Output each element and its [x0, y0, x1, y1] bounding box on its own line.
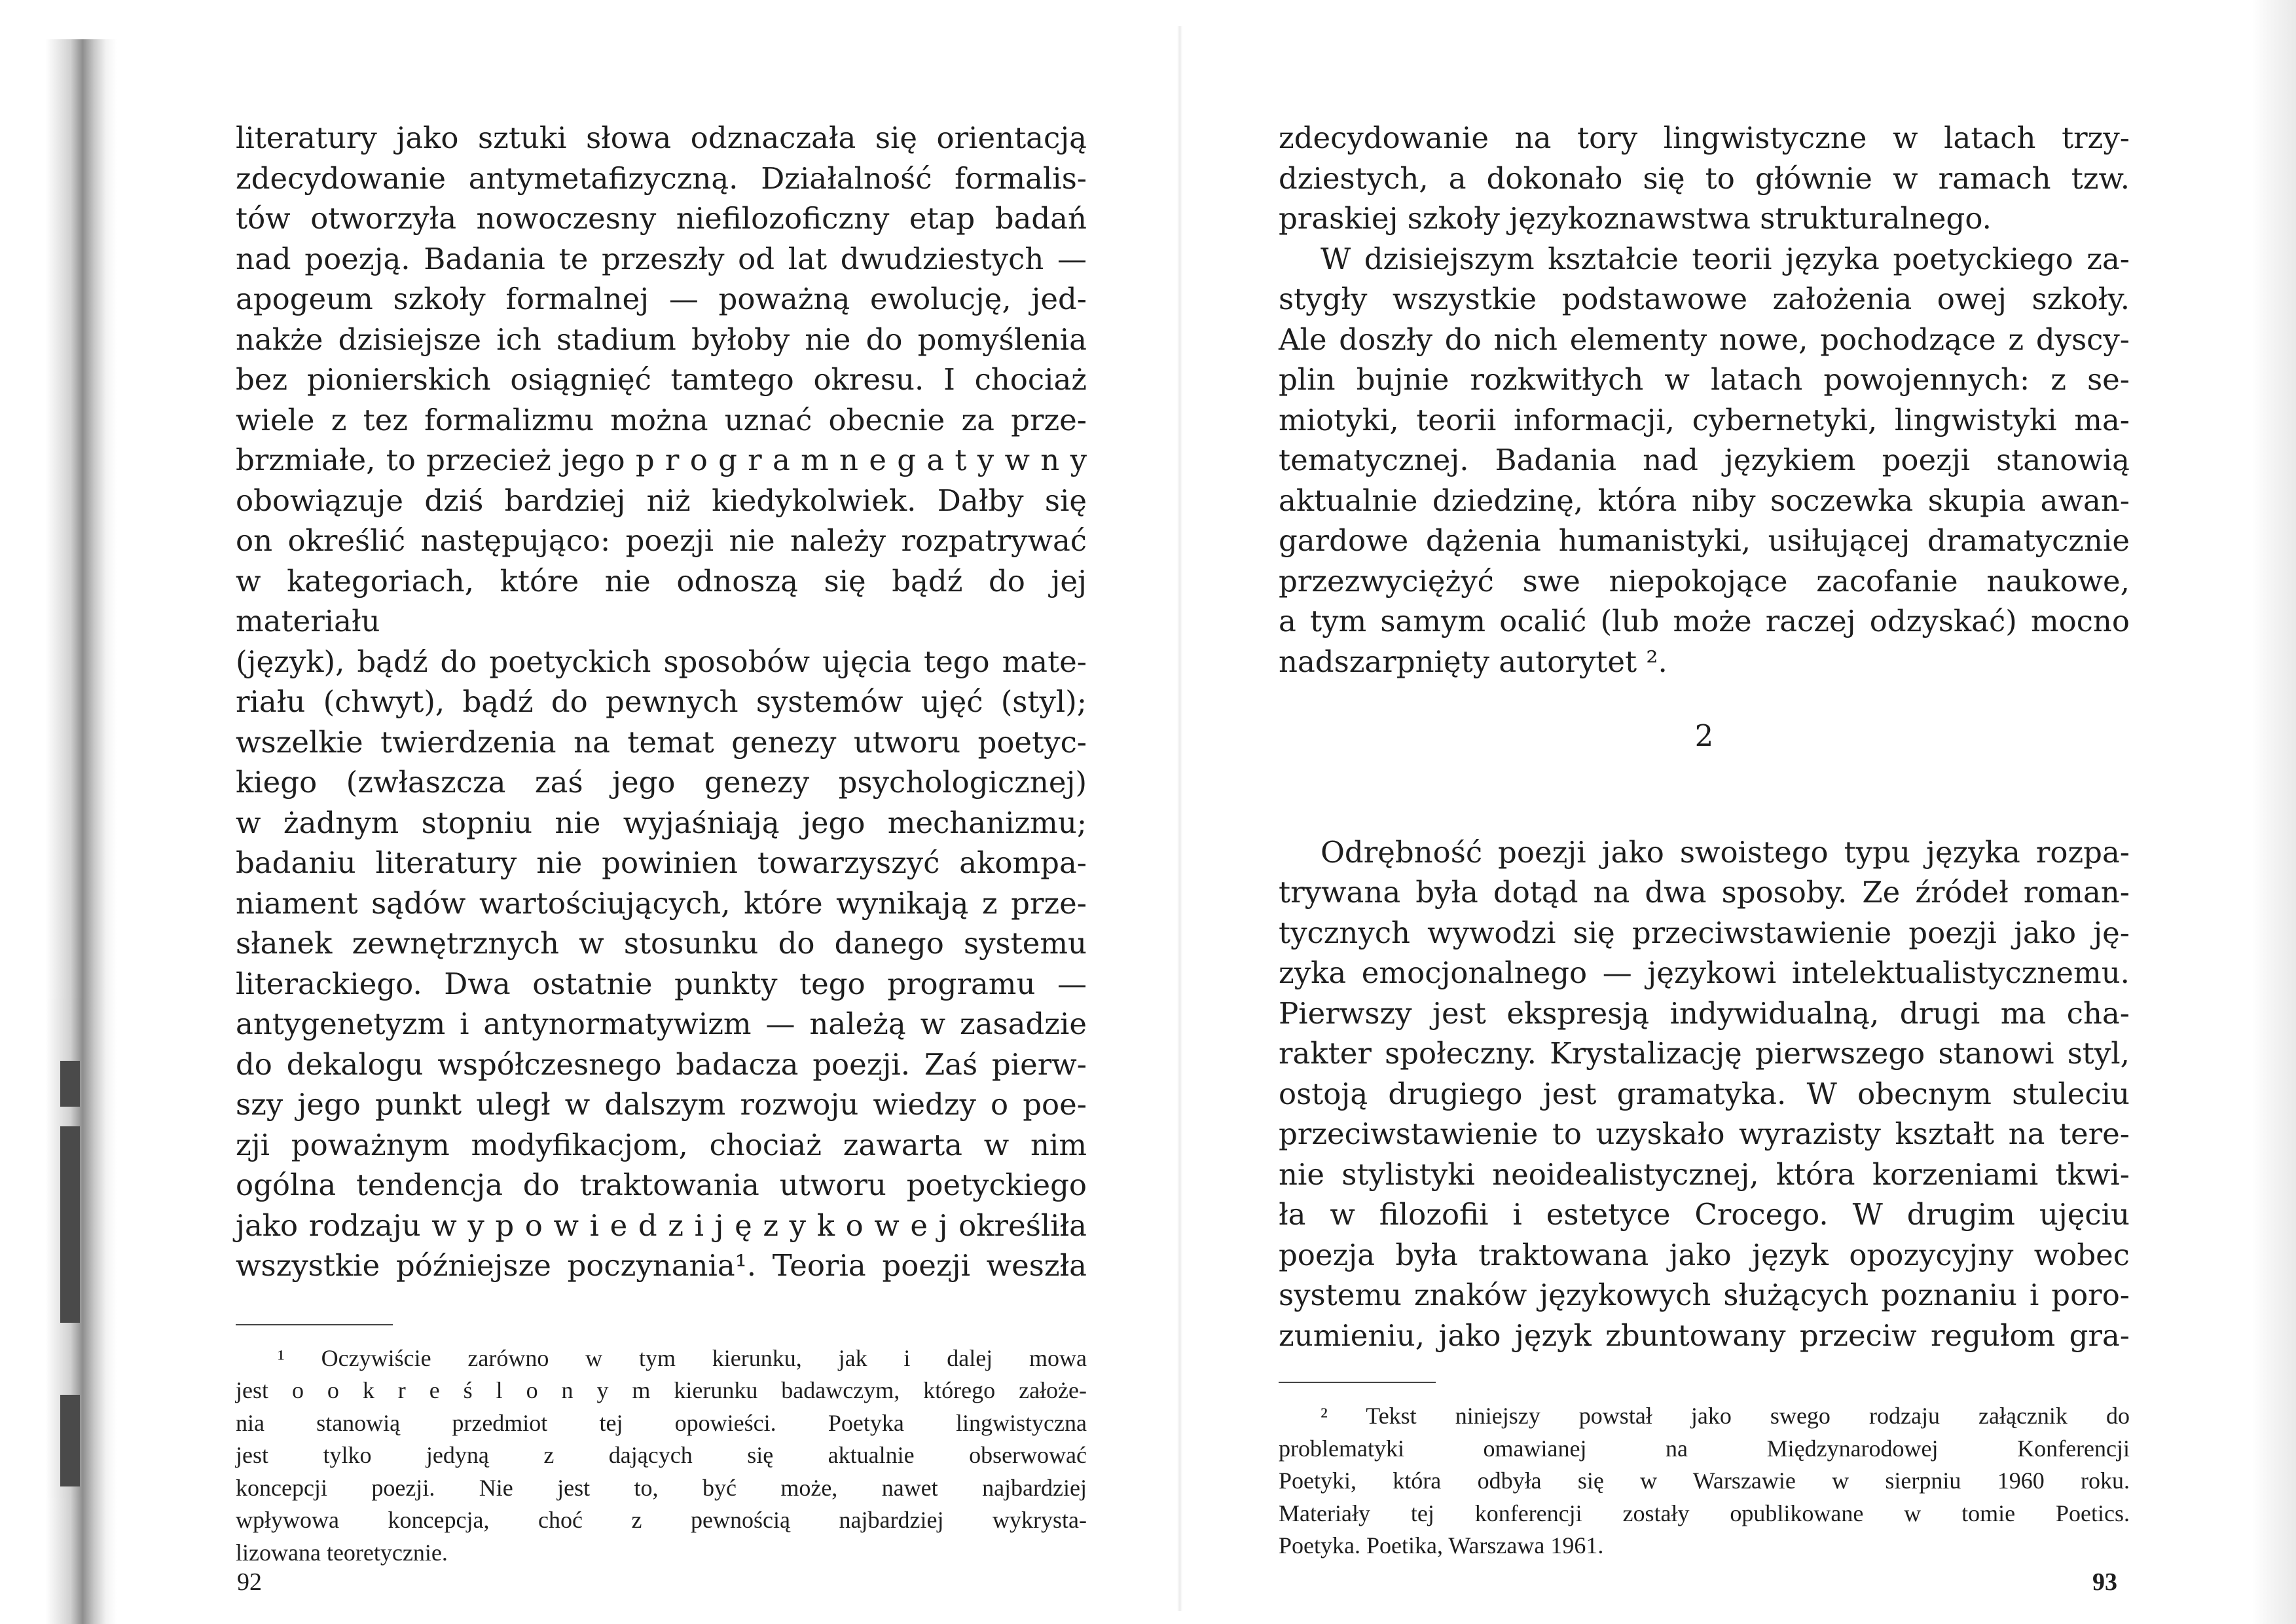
body-line: W dzisiejszym kształcie teorii języka poetyckiego za- [1321, 241, 2130, 276]
footnote-line: ² Tekst niniejszy powstał jako swego rodzaju załącznik do [1321, 1403, 2130, 1429]
body-line: badaniu literatury nie powinien towarzyszyć akompa- [236, 845, 1087, 880]
paragraph-2 [1279, 239, 2130, 682]
paragraph-1 [1279, 118, 2130, 239]
body-line: Pierwszy jest ekspresją indywidualną, drugi ma cha- [1279, 995, 2130, 1031]
body-line: (język), bądź do poetyckich sposobów ujęcia tego mate- [236, 644, 1087, 679]
body-line: jako rodzaju w y p o w i e d z i j ę z y k o w e j określiła [236, 1208, 1087, 1243]
body-line: nakże dzisiejsze ich stadium byłoby nie do pomyślenia [236, 322, 1087, 357]
footnote-line: ¹ Oczywiście zarówno w tym kierunku, jak i dalej mowa [278, 1344, 1087, 1371]
body-line: tów otworzyła nowoczesny niefilozoficzny etap badań [236, 201, 1087, 236]
right-page-footnote [1279, 1400, 2130, 1562]
body-line: w kategoriach, które nie odnoszą się bądź do jej materiału [236, 563, 1087, 638]
body-line: nadszarpnięty autorytet ². [1279, 644, 1667, 679]
body-line: ła w filozofii i estetyce Crocego. W drugim ujęciu [1279, 1197, 2130, 1232]
body-line: zji poważnym modyfikacjom, chociaż zawarta w nim [236, 1127, 1087, 1162]
body-line: niament sądów wartościujących, które wynikają z prze- [236, 885, 1087, 921]
body-line: Odrębność poezji jako swoistego typu języka rozpa- [1321, 834, 2130, 870]
body-line: Ale doszły do nich elementy nowe, pochodzące z dyscy- [1279, 322, 2130, 357]
body-line: brzmiałe, to przecież jego p r o g r a m n e g a t y w n y [236, 443, 1087, 477]
body-line: systemu znaków językowych służących poznaniu i poro- [1279, 1278, 2130, 1312]
body-line: obowiązuje dziś bardziej niż kiedykolwiek. Dałby się [236, 483, 1087, 518]
body-line: zyka emocjonalnego — językowi intelektualistycznemu. [1279, 955, 2130, 990]
body-line: w żadnym stopniu nie wyjaśniają jego mechanizmu; [236, 805, 1087, 840]
left-page-body [236, 118, 1087, 1286]
page-edge-right [2252, 0, 2296, 1624]
footnote-line: koncepcji poezji. Nie jest to, być może, nawet najbardziej [236, 1474, 1087, 1501]
body-line: zumieniu, jako język zbuntowany przeciw regułom gra- [1279, 1318, 2130, 1353]
body-line: tycznych wywodzi się przeciwstawienie poezji jako ję- [1279, 915, 2130, 950]
page-number-right: 93 [2092, 1568, 2117, 1596]
left-page-footnote [236, 1342, 1087, 1570]
footnote-line: jest tylko jedyną z dających się aktualnie obserwować [236, 1442, 1087, 1468]
body-line: kiego (zwłaszcza zaś jego genezy psychologicznej) [236, 765, 1087, 800]
body-line: gardowe dążenia humanistyki, usiłującej dramatycznie [1279, 523, 2130, 558]
footnote-line: nia stanowią przedmiot tej opowieści. Poetyka lingwistyczna [236, 1409, 1087, 1436]
body-line: dziestych, a dokonało się to głównie w ramach tzw. [1279, 160, 2130, 196]
body-line: poezja była traktowana jako język opozycyjny wobec [1279, 1237, 2130, 1272]
body-line: literatury jako sztuki słowa odznaczała się orientacją [236, 120, 1087, 155]
footnote-line: Poetyki, która odbyła się w Warszawie w sierpniu 1960 roku. [1279, 1467, 2130, 1494]
section-number: 2 [1694, 718, 1714, 753]
body-line: tematycznej. Badania nad językiem poezji stanowią [1279, 443, 2130, 477]
body-line: antygenetyzm i antynormatywizm — należą w zasadzie [236, 1006, 1087, 1041]
footnote-line: lizowana teoretycznie. [236, 1539, 448, 1566]
body-line: a tym samym ocalić (lub może raczej odzyskać) mocno [1279, 604, 2130, 638]
footnote-rule [236, 1324, 393, 1325]
body-line: trywana była dotąd na dwa sposoby. Ze źródeł roman- [1279, 875, 2130, 910]
body-line: szy jego punkt uległ w dalszym rozwoju wiedzy o poe- [236, 1087, 1087, 1122]
footnote-line: Materiały tej konferencji zostały opublikowane w tomie Poetics. [1279, 1500, 2130, 1526]
footnote-line: problematyki omawianej na Międzynarodowej Konferencji [1279, 1435, 2130, 1462]
body-line: on określić następująco: poezji nie należy rozpatrywać [236, 523, 1087, 558]
right-page [1279, 118, 2130, 1562]
body-line: literackiego. Dwa ostatnie punkty tego programu — [236, 966, 1087, 1001]
page-edge-scan-shadow [46, 39, 117, 1624]
right-page-body [1279, 118, 2130, 1356]
body-line: plin bujnie rozkwitłych w latach powojennych: z se- [1279, 362, 2130, 397]
body-line: słanek zewnętrznych w stosunku do danego systemu [236, 926, 1087, 961]
left-page [236, 118, 1087, 1569]
body-line: przeciwstawienie to uzyskało wyrazisty kształt na tere- [1279, 1116, 2130, 1151]
body-line: do dekalogu współczesnego badacza poezji. Zaś pierw- [236, 1046, 1087, 1082]
body-line: nie stylistyki neoidealistycznej, która korzeniami tkwi- [1279, 1156, 2130, 1192]
page-number-left: 92 [237, 1568, 262, 1596]
footnote-rule [1279, 1382, 1436, 1383]
paragraph-3 [1279, 832, 2130, 1356]
body-line: miotyki, teorii informacji, cybernetyki, lingwistyki ma- [1279, 402, 2130, 437]
footnote-line: jest o o k r e ś l o n y m kierunku badawczym, którego założe- [236, 1377, 1087, 1403]
body-line: wiele z tez formalizmu można uznać obecnie za prze- [236, 402, 1087, 437]
body-line: zdecydowanie antymetafizyczną. Działalność formalis- [236, 160, 1087, 196]
body-line: wszelkie twierdzenia na temat genezy utworu poetyc- [236, 724, 1087, 760]
book-gutter [1177, 26, 1182, 1611]
body-line: aktualnie dziedzinę, która niby soczewka skupia awan- [1279, 483, 2130, 518]
body-line: przezwyciężyć swe niepokojące zacofanie naukowe, [1279, 563, 2130, 599]
body-line: riału (chwyt), bądź do pewnych systemów ujęć (styl); [236, 684, 1087, 719]
body-line: apogeum szkoły formalnej — poważną ewolucję, jed- [236, 282, 1087, 316]
body-line: bez pionierskich osiągnięć tamtego okresu. I chociaż [236, 362, 1087, 397]
body-line: rakter społeczny. Krystalizację pierwszego stanowi styl, [1279, 1036, 2130, 1071]
body-line: ostoją drugiego jest gramatyka. W obecnym stuleciu [1279, 1076, 2130, 1111]
body-line: wszystkie późniejsze poczynania¹. Teoria poezji weszła [236, 1248, 1087, 1283]
body-line: stygły wszystkie podstawowe założenia owej szkoły. [1279, 282, 2130, 316]
body-line: zdecydowanie na tory lingwistyczne w latach trzy- [1279, 120, 2130, 155]
footnote-line: Poetyka. Poetika, Warszawa 1961. [1279, 1532, 1604, 1559]
body-line: ogólna tendencja do traktowania utworu poetyckiego [236, 1168, 1087, 1202]
body-line: praskiej szkoły językoznawstwa strukturalnego. [1279, 201, 1992, 236]
footnote-line: wpływowa koncepcja, choć z pewnością najbardziej wykrysta- [236, 1507, 1087, 1533]
body-line: nad poezją. Badania te przeszły od lat dwudziestych — [236, 241, 1087, 276]
